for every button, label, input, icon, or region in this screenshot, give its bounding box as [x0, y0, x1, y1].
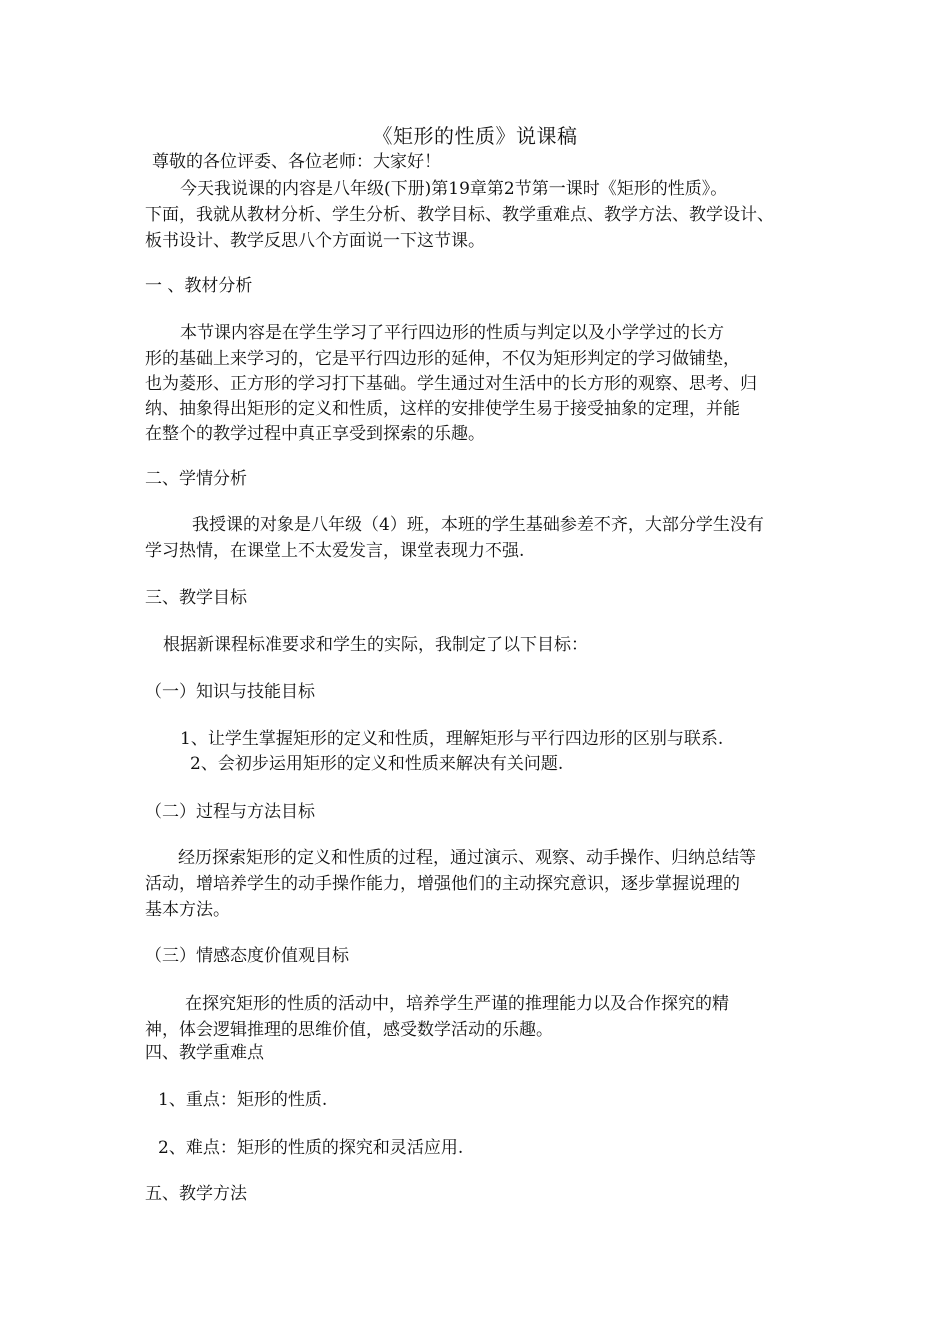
attitude-goal-line: 神，体会逻辑推理的思维价值，感受数学活动的乐趣。: [145, 1020, 553, 1040]
process-goal-line: 经历探索矩形的定义和性质的过程，通过演示、观察、动手操作、归纳总结等: [178, 848, 756, 868]
section-1-line: 形的基础上来学习的，它是平行四边形的延伸，不仅为矩形判定的学习做铺垫，: [145, 349, 740, 369]
section-1-line: 也为菱形、正方形的学习打下基础。学生通过对生活中的长方形的观察、思考、归: [145, 374, 757, 394]
section-heading-3: 三、教学目标: [145, 588, 247, 608]
intro-line-2: 下面，我就从教材分析、学生分析、教学目标、教学重难点、教学方法、教学设计、: [145, 205, 774, 225]
document-title: 《矩形的性质》说课稿: [372, 124, 578, 148]
section-heading-1: 一 、教材分析: [145, 276, 253, 296]
process-goal-line: 活动，增培养学生的动手操作能力，增强他们的主动探究意识，逐步掌握说理的: [145, 874, 740, 894]
knowledge-goal-item: 2、会初步运用矩形的定义和性质来解决有关问题.: [190, 754, 564, 774]
section-1-line: 纳、抽象得出矩形的定义和性质，这样的安排使学生易于接受抽象的定理，并能: [145, 399, 740, 419]
knowledge-goal-item: 1、让学生掌握矩形的定义和性质，理解矩形与平行四边形的区别与联系.: [180, 729, 724, 749]
section-2-line: 我授课的对象是八年级（4）班，本班的学生基础参差不齐，大部分学生没有: [192, 515, 764, 535]
key-point-item: 2、难点：矩形的性质的探究和灵活应用.: [158, 1138, 464, 1158]
subsection-heading-3: （三）情感态度价值观目标: [145, 946, 349, 966]
process-goal-line: 基本方法。: [145, 900, 230, 920]
section-1-line: 在整个的教学过程中真正享受到探索的乐趣。: [145, 424, 485, 444]
section-heading-5: 五、教学方法: [145, 1184, 247, 1204]
attitude-goal-line: 在探究矩形的性质的活动中，培养学生严谨的推理能力以及合作探究的精: [185, 994, 729, 1014]
greeting: 尊敬的各位评委、各位老师：大家好！: [152, 152, 441, 172]
section-3-intro: 根据新课程标准要求和学生的实际，我制定了以下目标：: [163, 635, 588, 655]
section-2-line: 学习热情，在课堂上不太爱发言，课堂表现力不强.: [145, 541, 525, 561]
section-1-line: 本节课内容是在学生学习了平行四边形的性质与判定以及小学学过的长方: [180, 323, 724, 343]
intro-line-3: 板书设计、教学反思八个方面说一下这节课。: [145, 231, 485, 251]
subsection-heading-1: （一）知识与技能目标: [145, 682, 315, 702]
key-point-item: 1、重点：矩形的性质.: [158, 1090, 328, 1110]
intro-line-1: 今天我说课的内容是八年级(下册)第19章第2节第一课时《矩形的性质》。: [180, 179, 728, 199]
section-heading-4: 四、教学重难点: [145, 1043, 264, 1063]
subsection-heading-2: （二）过程与方法目标: [145, 802, 315, 822]
section-heading-2: 二、学情分析: [145, 469, 247, 489]
